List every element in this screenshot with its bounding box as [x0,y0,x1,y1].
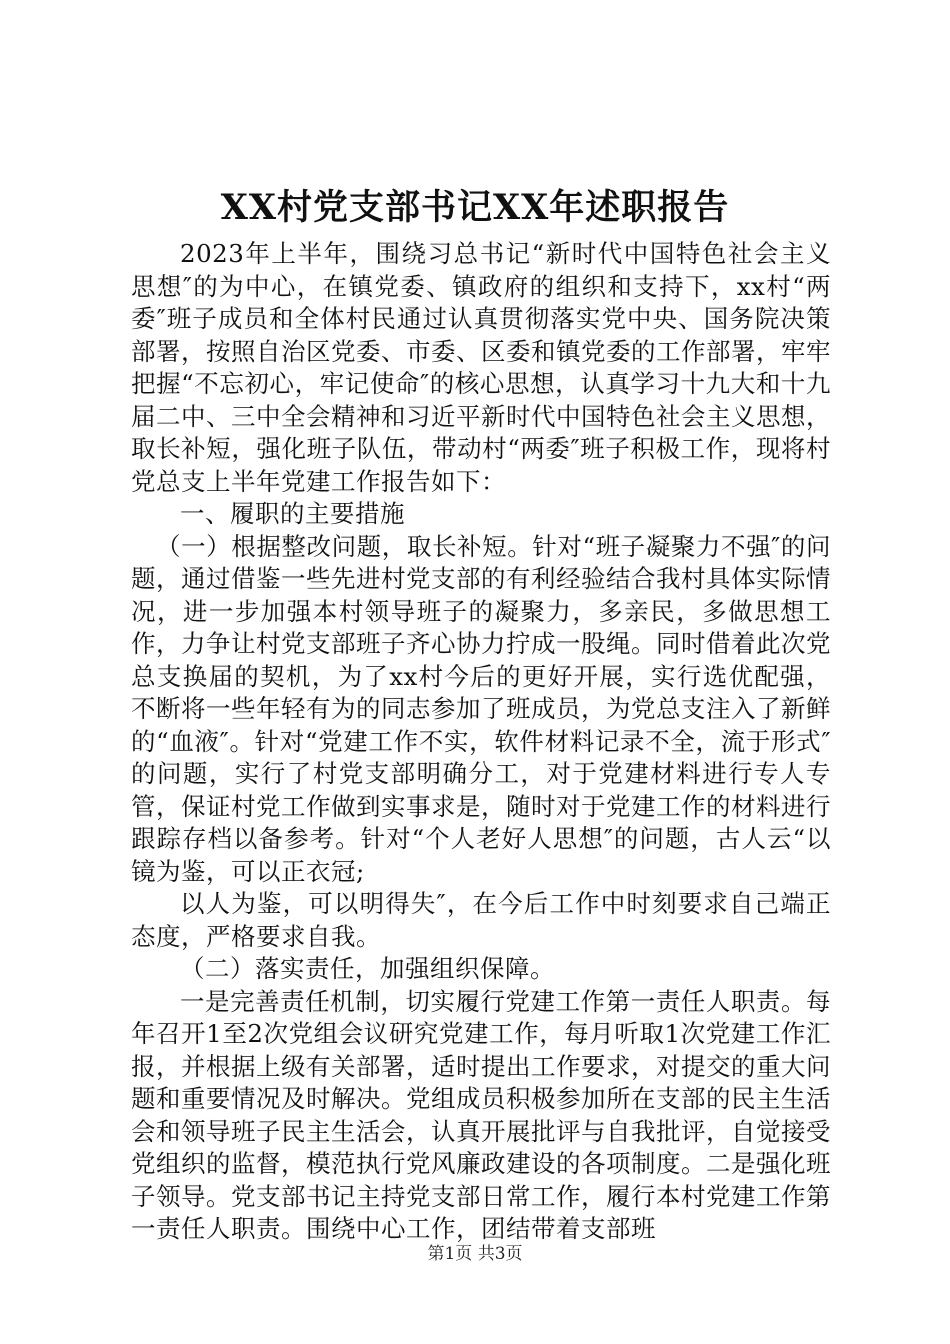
body-paragraph: 一是完善责任机制，切实履行党建工作第一责任人职责。每年召开1至2次党组会议研究党建工作，每月听取1次党建工作汇报，并根据上级有关部署，适时提出工作要求，对提交的重大问题和重要情况及时解决。党组成员积极参加所在支部的民主生活会和领导班子民主生活会，认真开展批评与自我批评，自觉接受党组织的监督，模范执行党风廉政建设的各项制度。二是强化班子领导。党支部书记主持党支部日常工作，履行本村党建工作第一责任人职责。围绕中心工作，团结带着支部班 [131,986,831,1243]
subsection-heading-2: （二）落实责任，加强组织保障。 [180,954,555,983]
intro-paragraph: 2023年上半年，围绕习总书记“新时代中国特色社会主义思想″的为中心，在镇党委、镇政府的组织和支持下，xx村“两委″班子成员和全体村民通过认真贯彻落实党中央、国务院决策部署，按照自治区党委、市委、区委和镇党委的工作部署，牢牢把握“不忘初心，牢记使命″的核心思想，认真学习十九大和十九届二中、三中全会精神和习近平新时代中国特色社会主义思想，取长补短，强化班子队伍，带动村“两委″班子积极工作，现将村党总支上半年党建工作报告如下： [131,239,831,496]
body-paragraph: 以人为鉴，可以明得失″，在今后工作中时刻要求自己端正态度，严格要求自我。 [131,889,831,951]
subsection-paragraph-1: （一）根据整改问题，取长补短。针对“班子凝聚力不强″的问题，通过借鉴一些先进村党支部的有利经验结合我村具体实际情况，进一步加强本村领导班子的凝聚力，多亲民，多做思想工作，力争让村党支部班子齐心协力拧成一股绳。同时借着此次党总支换届的契机，为了xx村今后的更好开展，实行选优配强，不断将一些年轻有为的同志参加了班成员，为党总支注入了新鲜的“血液″。针对“党建工作不实，软件材料记录不全，流于形式″的问题，实行了村党支部明确分工，对于党建材料进行专人专管，保证村党工作做到实事求是，随时对于党建工作的材料进行跟踪存档以备参考。针对“个人老好人思想″的问题，古人云“以镜为鉴，可以正衣冠; [131,531,831,886]
section-heading-1: 一、履职的主要措施 [180,499,405,528]
page-number: 第1页 共3页 [427,1244,523,1264]
document-title: XX村党支部书记XX年述职报告 [220,187,730,228]
document-body [131,238,831,1246]
